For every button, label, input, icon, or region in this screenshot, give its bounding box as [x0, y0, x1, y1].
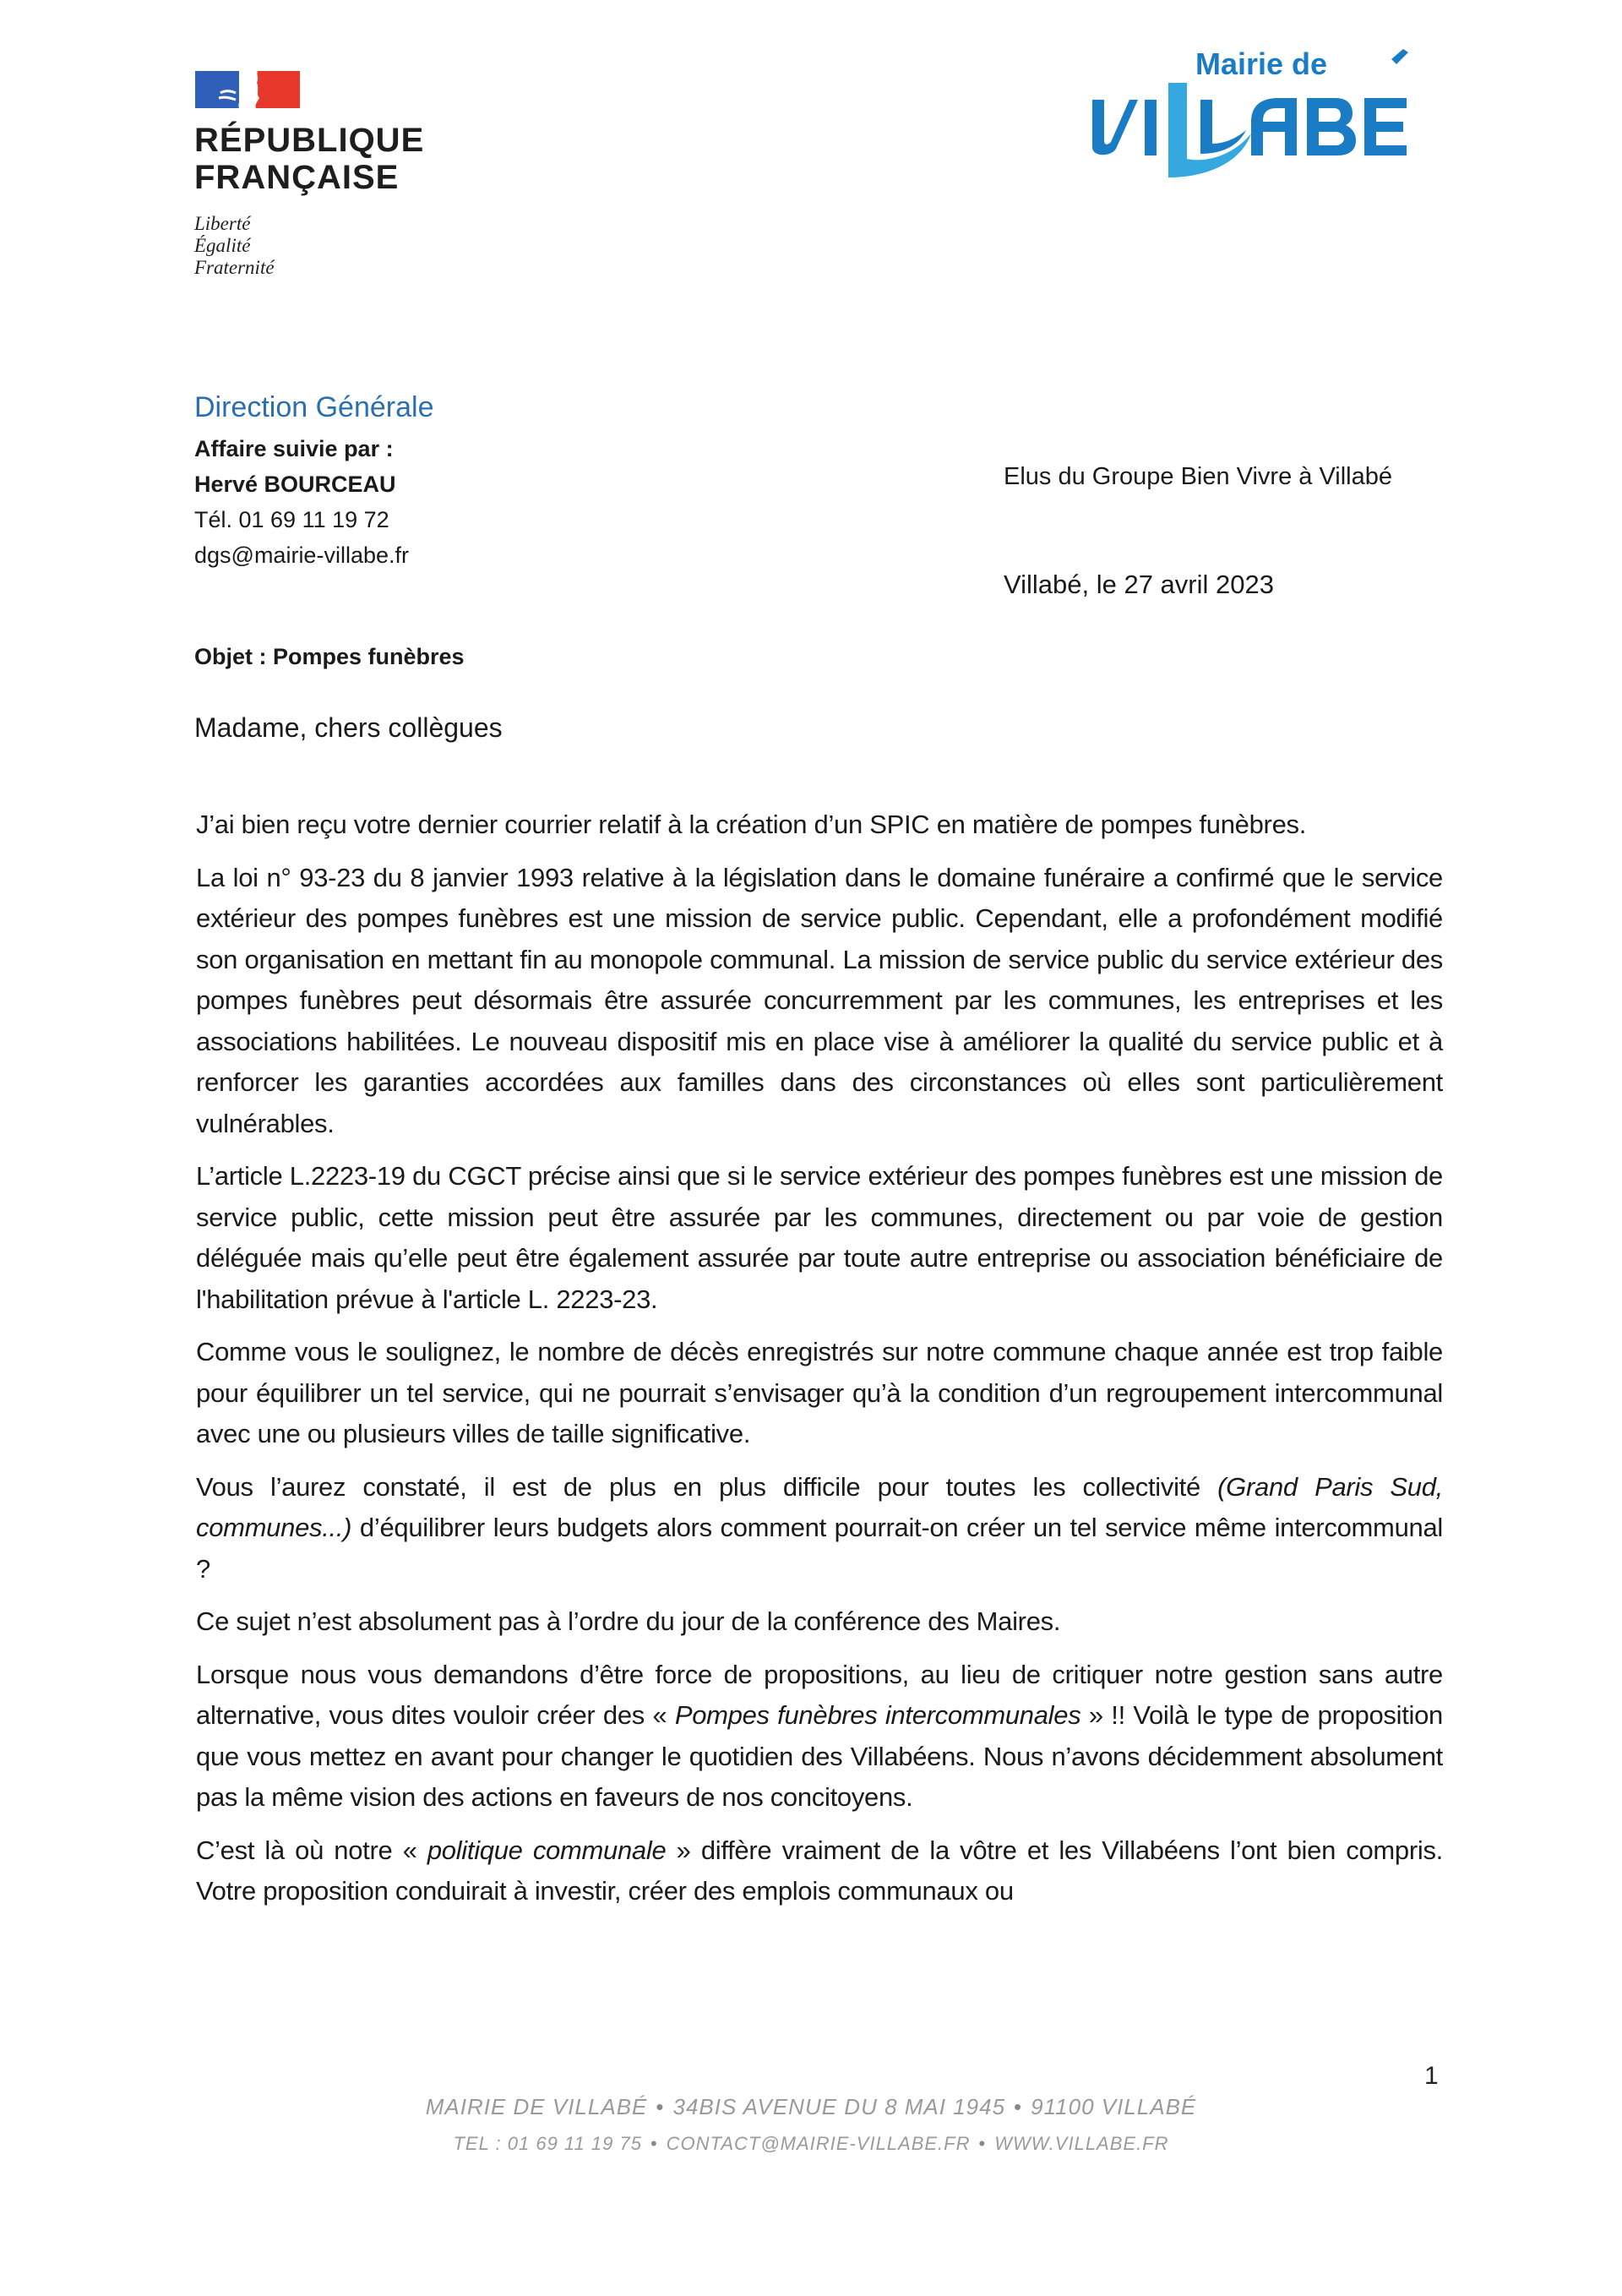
- letter-date: Villabé, le 27 avril 2023: [1004, 570, 1274, 599]
- flag-blue-band: [195, 71, 239, 108]
- sender-block: [194, 431, 409, 573]
- footer-bullet-icon: •: [656, 2094, 665, 2119]
- sender-email: dgs@mairie-villabe.fr: [194, 543, 409, 568]
- paragraph: L’article L.2223-19 du CGCT précise ainsi que si le service extérieur des pompes funèbres est une mission de service public, cette mission peut être assurée par les communes, directement ou par voie de gestion déléguée mais qu’elle peut être également assurée par toute autre entreprise ou association bénéficiaire de l'habilitation prévue à l'article L. 2223-23.: [196, 1161, 1443, 1314]
- logo-top-text: Mairie de: [1195, 46, 1328, 81]
- page-number: 1: [1424, 2062, 1439, 2090]
- letter-subject: Objet : Pompes funèbres: [194, 644, 465, 669]
- motto-egalite: Égalité: [194, 235, 251, 256]
- paragraph: [196, 1467, 1443, 1590]
- paragraph: [196, 1655, 1443, 1819]
- footer-bullet-icon: •: [978, 2133, 987, 2154]
- paragraph-text: » !! Voilà le type de proposition que vous mettez en avant pour changer le quotidien des Villabéens. Nous n’avons décidemment absolument pas la même vision des actions en faveurs de nos concitoyens.: [196, 1700, 1443, 1812]
- paragraph: Comme vous le soulignez, le nombre de décès enregistrés sur notre commune chaque année est trop faible pour équilibrer un tel service, qui ne pourrait s’envisager qu’à la condition d’un regroupement intercommunal avec une ou plusieurs villes de taille significative.: [196, 1337, 1443, 1448]
- paragraph-italic: politique communale: [427, 1835, 667, 1865]
- footer-bullet-icon: •: [650, 2133, 658, 2154]
- marianne-flag-logo: [195, 71, 300, 108]
- department-name: Direction Générale: [194, 391, 434, 423]
- letter-body: [196, 804, 1443, 1924]
- paragraph: Ce sujet n’est absolument pas à l’ordre du jour de la conférence des Maires.: [196, 1606, 1061, 1636]
- recipient: Elus du Groupe Bien Vivre à Villabé: [1004, 463, 1392, 490]
- salutation: Madame, chers collègues: [194, 712, 503, 743]
- paragraph: J’ai bien reçu votre dernier courrier relatif à la création d’un SPIC en matière de pompes funèbres.: [196, 810, 1307, 839]
- paragraph-text: d’équilibrer leurs budgets alors comment pourrait-on créer un tel service même intercommunal ?: [196, 1513, 1443, 1584]
- footer-bullet-icon: •: [1014, 2094, 1023, 2119]
- paragraph-text: Vous l’aurez constaté, il est de plus en plus difficile pour toutes les collectivité: [196, 1471, 1218, 1502]
- paragraph-text: C’est là où notre «: [196, 1835, 427, 1865]
- paragraph-text: Lorsque nous vous demandons d’être force de propositions, au lieu de critiquer notre gestion sans autre alternative, vous dites vouloir créer des «: [196, 1659, 1443, 1730]
- footer-address: [0, 2094, 1622, 2120]
- footer-mairie: MAIRIE DE VILLABÉ: [425, 2094, 648, 2119]
- footer-street: 34BIS AVENUE DU 8 MAI 1945: [672, 2094, 1006, 2119]
- followed-by-label: Affaire suivie par :: [194, 436, 394, 461]
- republique-line: RÉPUBLIQUE: [194, 122, 425, 159]
- footer-city: 91100 VILLABÉ: [1031, 2094, 1197, 2119]
- logo-accent-mark: [1391, 49, 1408, 64]
- paragraph-text: » diffère vraiment de la vôtre et les Villabéens l’ont bien compris. Votre proposition conduirait à investir, créer des emplois communaux ou: [196, 1835, 1443, 1906]
- footer-contact: [0, 2133, 1622, 2155]
- republique-francaise-title: [194, 122, 424, 196]
- paragraph: La loi n° 93-23 du 8 janvier 1993 relative à la législation dans le domaine funéraire a confirmé que le service extérieur des pompes funèbres est une mission de service public. Cependant, elle a profondément modifié son organisation en mettant fin au monopole communal. La mission de service public du service extérieur des pompes funèbres peut désormais être assurée concurremment par les communes, les entreprises et les associations habilitées. Le nouveau dispositif mis en place vise à améliorer la qualité du service public et à renforcer les garanties accordées aux familles dans des circonstances où elles sont particulièrement vulnérables.: [196, 862, 1443, 1138]
- footer-website: WWW.VILLABE.FR: [994, 2133, 1169, 2154]
- francaise-line: FRANÇAISE: [194, 159, 400, 196]
- motto-fraternite: Fraternité: [194, 257, 275, 278]
- footer-email: CONTACT@MAIRIE-VILLABE.FR: [666, 2133, 971, 2154]
- mairie-villabe-logo: [1086, 41, 1440, 184]
- paragraph-italic: Pompes funèbres intercommunales: [674, 1700, 1081, 1730]
- footer-phone: TEL : 01 69 11 19 75: [453, 2133, 642, 2154]
- sender-phone: Tél. 01 69 11 19 72: [194, 507, 389, 532]
- sender-name: Hervé BOURCEAU: [194, 472, 396, 497]
- paragraph: [196, 1830, 1443, 1912]
- republic-motto: [194, 213, 275, 279]
- motto-liberte: Liberté: [194, 213, 251, 234]
- marianne-profile-icon: [239, 71, 245, 108]
- paragraph-italic: (Grand Paris Sud, communes...): [196, 1471, 1443, 1542]
- flag-red-band: [255, 71, 300, 108]
